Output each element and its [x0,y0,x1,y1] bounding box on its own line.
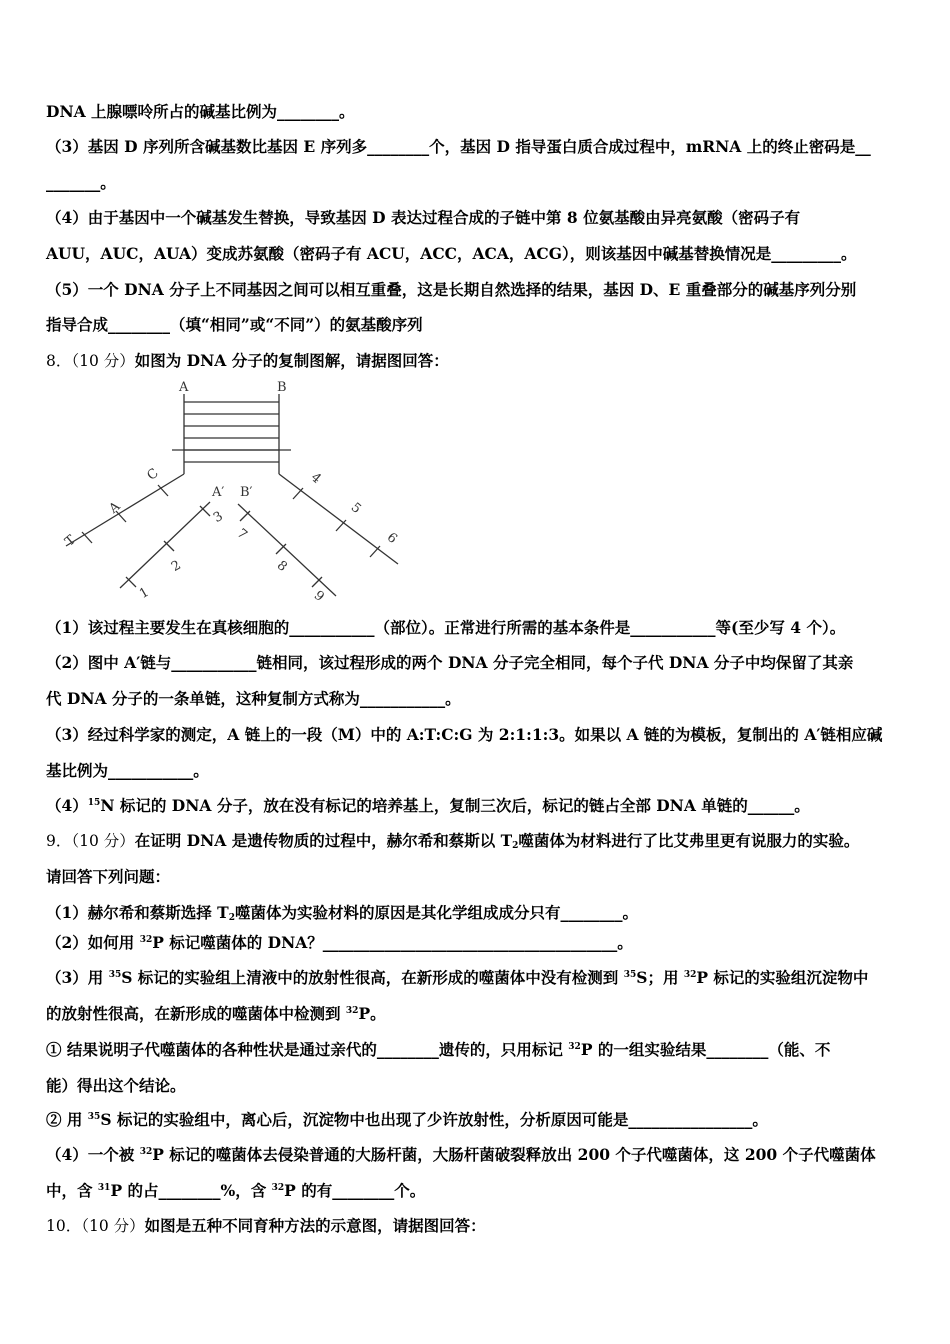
line-q9-c1 [46,1039,910,1061]
label-9: 9 [310,588,327,605]
q9-3-part: （3）用 [46,968,109,987]
question-8-heading [46,350,910,372]
isotope-sup: 32 [139,935,153,945]
q9-4b-part: P 的有________个。 [284,1181,426,1200]
line-q9-3-cont [46,1003,910,1025]
q9-3-part: S 标记的实验组上清液中的放射性很高，在新形成的噬菌体中没有检测到 [121,968,624,987]
line-q7-4: （4）由于基因中一个碱基发生替换，导致基因 D 表达过程合成的子链中第 8 位氨基酸由异亮氨酸（密码子有 [46,208,801,227]
q9-4-part: （4）一个被 [46,1145,140,1164]
line-q9-3 [46,967,910,989]
label-2: 2 [169,557,184,575]
q9-c2-part: ② 用 [46,1110,88,1129]
line-q7-5-cont: 指导合成________（填“相同”或“不同”）的氨基酸序列 [46,315,423,334]
q9-4b-part: 中，含 [46,1181,98,1200]
isotope-sup: 32 [345,1006,359,1016]
line-q8-2: （2）图中 A′链与___________链相同，该过程形成的两个 DNA 分子完全相同，每个子代 DNA 分子中均保留了其亲 [46,653,854,672]
label-a-prime: A′ [212,485,225,500]
q9-1-post: 噬菌体为实验材料的原因是其化学组成成分只有________。 [234,903,638,922]
question-text: 如图为 DNA 分子的复制图解，请据图回答： [134,351,449,370]
isotope-sup: 15 [87,798,101,808]
question-9-heading [46,830,910,852]
question-score: （10 分） [81,1217,145,1235]
q9-2-post: P 标记噬菌体的 DNA？______________________________________。 [152,933,633,952]
line-q7-4-cont: AUU，AUC，AUA）变成苏氨酸（密码子有 ACU，ACC，ACA，ACG），则该基因中碱基替换情况是_________。 [46,244,857,263]
subscript: 2 [228,913,235,923]
isotope-sup: 32 [139,1147,153,1157]
question-number: 8． [46,352,72,370]
label-a: A [179,380,189,395]
label-7: 7 [233,526,250,543]
isotope-sup: 31 [97,1183,111,1193]
q9-text-post: 噬菌体为材料进行了比艾弗里更有说服力的实验。 [518,831,860,850]
line-q8-3-cont: 基比例为___________。 [46,761,209,780]
line-q9-c1-cont: 能）得出这个结论。 [46,1076,186,1095]
new-strand-b-prime [238,504,336,596]
dna-replication-diagram [60,378,410,608]
isotope-sup: 35 [623,970,637,980]
subscript: 2 [512,841,519,851]
line-q7-3: （3）基因 D 序列所含碱基数比基因 E 序列多________个，基因 D 指导蛋白质合成过程中，mRNA 上的终止密码是__ [46,137,871,156]
q9-c1-part: P 的一组实验结果________（能、不 [580,1040,831,1059]
line-q8-3: （3）经过科学家的测定，A 链上的一段（M）中的 A:T:C:G 为 2:1:1:3。如果以 A 链的为模板，复制出的 A′链相应碱 [46,725,883,744]
label-3: 3 [211,508,226,526]
label-b: B [277,380,287,395]
question-10-heading [46,1215,910,1237]
q9-c1-part: ① 结果说明子代噬菌体的各种性状是通过亲代的________遗传的，只用标记 [46,1040,569,1059]
isotope-sup: 32 [271,1183,285,1193]
label-t: T [62,532,79,550]
q9-text-pre: 在证明 DNA 是遗传物质的过程中，赫尔希和蔡斯以 T [134,831,513,850]
line-q9-4 [46,1144,910,1166]
q9-1-pre: （1）赫尔希和蔡斯选择 T [46,903,229,922]
strand-a-left [66,474,184,546]
q9-4-part: P 标记的噬菌体去侵染普通的大肠杆菌，大肠杆菌破裂释放出 200 个子代噬菌体，这 200 个子代噬菌体 [152,1145,876,1164]
isotope-sup: 35 [87,1112,101,1122]
q9-3-part: S；用 [636,968,684,987]
label-6: 6 [383,530,400,547]
line-q7-5: （5）一个 DNA 分子上不同基因之间可以相互重叠，这是长期自然选择的结果，基因 D、E 重叠部分的碱基序列分别 [46,280,857,299]
strand-b-right [279,474,398,564]
question-text: 如图是五种不同育种方法的示意图，请据图回答： [144,1216,486,1235]
label-4: 4 [307,470,324,487]
q8-4-prefix: （4） [46,796,88,815]
q9-3b-part: 的放射性很高，在新形成的噬菌体中检测到 [46,1004,346,1023]
label-c: C [144,465,162,484]
question-score: （10 分） [71,832,135,850]
question-score: （10 分） [71,352,135,370]
q9-3-part: P 标记的实验组沉淀物中 [696,968,869,987]
question-number: 9． [46,832,72,850]
q9-4b-part: P 的占________%，含 [110,1181,272,1200]
line-q9-1 [46,902,910,924]
isotope-sup: 32 [568,1042,581,1052]
q8-4-text: N 标记的 DNA 分子，放在没有标记的培养基上，复制三次后，标记的链占全部 DNA 单链的______。 [100,796,810,815]
label-8: 8 [273,558,290,575]
q9-2-pre: （2）如何用 [46,933,140,952]
line-q9-2 [46,932,910,954]
line-q8-4 [46,795,910,817]
label-5: 5 [347,500,364,517]
isotope-sup: 35 [108,970,122,980]
line-q9-intro: 请回答下列问题： [46,867,171,886]
label-b-prime: B′ [240,485,253,500]
q9-c2-part: S 标记的实验组中，离心后，沉淀物中也出现了少许放射性，分析原因可能是________________。 [100,1110,768,1129]
line-q8-2-cont: 代 DNA 分子的一条单链，这种复制方式称为___________。 [46,689,461,708]
line-q9-4-cont [46,1180,910,1202]
question-text [135,831,860,850]
new-strand-a-prime [120,502,210,588]
q9-3b-part: P。 [358,1004,386,1023]
line-dna-adenine: DNA 上腺嘌呤所占的碱基比例为________。 [46,102,355,121]
line-q8-1: （1）该过程主要发生在真核细胞的___________（部位）。正常进行所需的基本条件是___________等(至少写 4 个）。 [46,618,846,637]
label-1: 1 [137,584,152,602]
isotope-sup: 32 [683,970,697,980]
line-q9-c2 [46,1109,910,1131]
label-a2: A [106,499,124,517]
line-q7-3-cont: _______。 [46,173,116,192]
question-number: 10． [46,1217,82,1235]
